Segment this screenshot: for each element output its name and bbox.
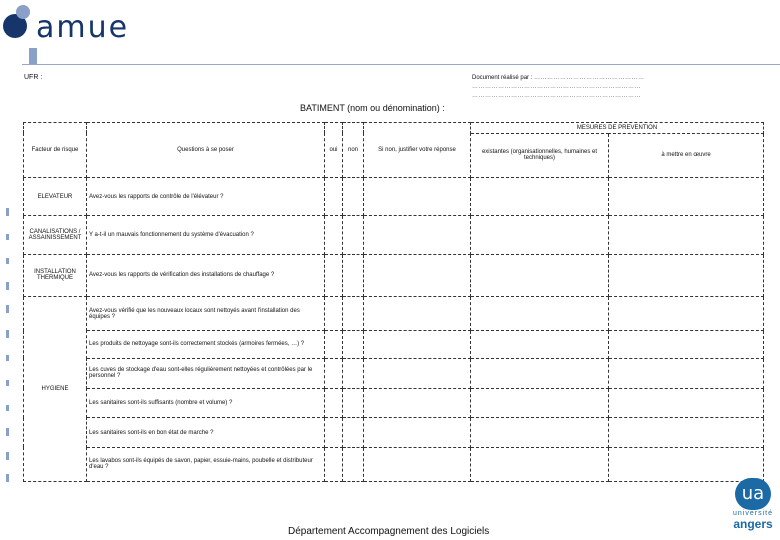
- risk-table: [23, 122, 764, 482]
- a-mettre-cell[interactable]: [609, 178, 764, 216]
- oui-cell[interactable]: [325, 358, 343, 388]
- doc-realise-block: [472, 74, 652, 101]
- facteur-cell: INSTALLATION THERMIQUE: [24, 254, 87, 296]
- side-marker: [6, 355, 9, 361]
- side-marker: [6, 234, 9, 240]
- existantes-cell[interactable]: [471, 358, 609, 388]
- doc-realise-label: Document réalisé par :: [472, 75, 533, 81]
- header-existantes: existantes (organisationnelles, humaines et techniques): [471, 133, 609, 178]
- header-mesures: MESURES DE PREVENTION: [471, 123, 764, 134]
- non-cell[interactable]: [343, 216, 364, 254]
- logo-text: amue: [36, 10, 130, 45]
- question-cell: Les lavabos sont-ils équipés de savon, papier, essuie-mains, poubelle et distributeur d'eau ?: [87, 447, 325, 481]
- facteur-cell: CANALISATIONS / ASSAINISSEMENT: [24, 216, 87, 254]
- existantes-cell[interactable]: [471, 216, 609, 254]
- side-marker: [6, 330, 9, 338]
- ua-angers: angers: [733, 517, 773, 531]
- header-si-non: Si non, justifier votre réponse: [364, 123, 471, 178]
- a-mettre-cell[interactable]: [609, 254, 764, 296]
- side-marker: [6, 258, 9, 264]
- header-oui: oui: [325, 123, 343, 178]
- ua-universite: université: [733, 510, 773, 517]
- doc-realise-line: ……………………………………………………………………: [472, 93, 641, 99]
- footer-department: Département Accompagnement des Logiciels: [288, 526, 490, 537]
- table-row: [24, 331, 764, 359]
- question-cell: Avez-vous les rapports de contrôle de l'élévateur ?: [87, 178, 325, 216]
- header-non: non: [343, 123, 364, 178]
- doc-realise-line: ……………………………………………………………………: [472, 84, 641, 90]
- doc-realise-line: ……………………………………………: [534, 75, 645, 81]
- a-mettre-cell[interactable]: [609, 358, 764, 388]
- a-mettre-cell[interactable]: [609, 331, 764, 359]
- non-cell[interactable]: [343, 331, 364, 359]
- table-row: [24, 178, 764, 216]
- side-marker: [6, 380, 9, 386]
- header-rule: [22, 64, 780, 65]
- justification-cell[interactable]: [364, 178, 471, 216]
- a-mettre-cell[interactable]: [609, 388, 764, 418]
- existantes-cell[interactable]: [471, 254, 609, 296]
- non-cell[interactable]: [343, 297, 364, 331]
- question-cell: Avez-vous vérifié que les nouveaux locaux sont nettoyés avant l'installation des équipes ?: [87, 297, 325, 331]
- header-a-mettre: à mettre en œuvre: [609, 133, 764, 178]
- side-marker: [6, 452, 9, 460]
- header-facteur: Facteur de risque: [24, 123, 87, 178]
- table-row: [24, 297, 764, 331]
- side-marker: [6, 305, 9, 313]
- existantes-cell[interactable]: [471, 331, 609, 359]
- side-marker: [6, 208, 9, 216]
- oui-cell[interactable]: [325, 297, 343, 331]
- justification-cell[interactable]: [364, 216, 471, 254]
- oui-cell[interactable]: [325, 254, 343, 296]
- non-cell[interactable]: [343, 388, 364, 418]
- non-cell[interactable]: [343, 447, 364, 481]
- justification-cell[interactable]: [364, 297, 471, 331]
- existantes-cell[interactable]: [471, 178, 609, 216]
- table-row: [24, 358, 764, 388]
- accent-bar: [29, 48, 37, 64]
- batiment-label: BATIMENT (nom ou dénomination) :: [300, 103, 445, 113]
- existantes-cell[interactable]: [471, 388, 609, 418]
- oui-cell[interactable]: [325, 178, 343, 216]
- table-row: [24, 216, 764, 254]
- question-cell: Avez-vous les rapports de vérification des installations de chauffage ?: [87, 254, 325, 296]
- existantes-cell[interactable]: [471, 418, 609, 448]
- non-cell[interactable]: [343, 358, 364, 388]
- existantes-cell[interactable]: [471, 297, 609, 331]
- a-mettre-cell[interactable]: [609, 447, 764, 481]
- oui-cell[interactable]: [325, 216, 343, 254]
- justification-cell[interactable]: [364, 254, 471, 296]
- oui-cell[interactable]: [325, 331, 343, 359]
- justification-cell[interactable]: [364, 358, 471, 388]
- question-cell: Les sanitaires sont-ils en bon état de marche ?: [87, 418, 325, 448]
- non-cell[interactable]: [343, 418, 364, 448]
- non-cell[interactable]: [343, 254, 364, 296]
- table-row: [24, 418, 764, 448]
- university-logo: [728, 478, 778, 538]
- a-mettre-cell[interactable]: [609, 418, 764, 448]
- oui-cell[interactable]: [325, 447, 343, 481]
- facteur-cell: HYGIENE: [24, 297, 87, 482]
- ufr-label: UFR :: [24, 74, 43, 81]
- question-cell: Les sanitaires sont-ils suffisants (nombre et volume) ?: [87, 388, 325, 418]
- question-cell: Y a-t-il un mauvais fonctionnement du système d'évacuation ?: [87, 216, 325, 254]
- side-marker: [6, 428, 9, 436]
- side-marker: [6, 474, 9, 482]
- amue-logo-mark: [2, 4, 32, 42]
- ua-mark: ua: [735, 478, 771, 510]
- existantes-cell[interactable]: [471, 447, 609, 481]
- justification-cell[interactable]: [364, 447, 471, 481]
- a-mettre-cell[interactable]: [609, 297, 764, 331]
- header-questions: Questions à se poser: [87, 123, 325, 178]
- table-row: [24, 254, 764, 296]
- facteur-cell: ELEVATEUR: [24, 178, 87, 216]
- oui-cell[interactable]: [325, 418, 343, 448]
- table-row: [24, 447, 764, 481]
- non-cell[interactable]: [343, 178, 364, 216]
- justification-cell[interactable]: [364, 418, 471, 448]
- a-mettre-cell[interactable]: [609, 216, 764, 254]
- side-marker: [6, 405, 9, 411]
- justification-cell[interactable]: [364, 331, 471, 359]
- justification-cell[interactable]: [364, 388, 471, 418]
- question-cell: Les produits de nettoyage sont-ils correctement stockés (armoires fermées, …) ?: [87, 331, 325, 359]
- side-marker: [6, 282, 9, 290]
- table-row: [24, 388, 764, 418]
- question-cell: Les cuves de stockage d'eau sont-elles régulièrement nettoyées et contrôlées par le personnel ?: [87, 358, 325, 388]
- oui-cell[interactable]: [325, 388, 343, 418]
